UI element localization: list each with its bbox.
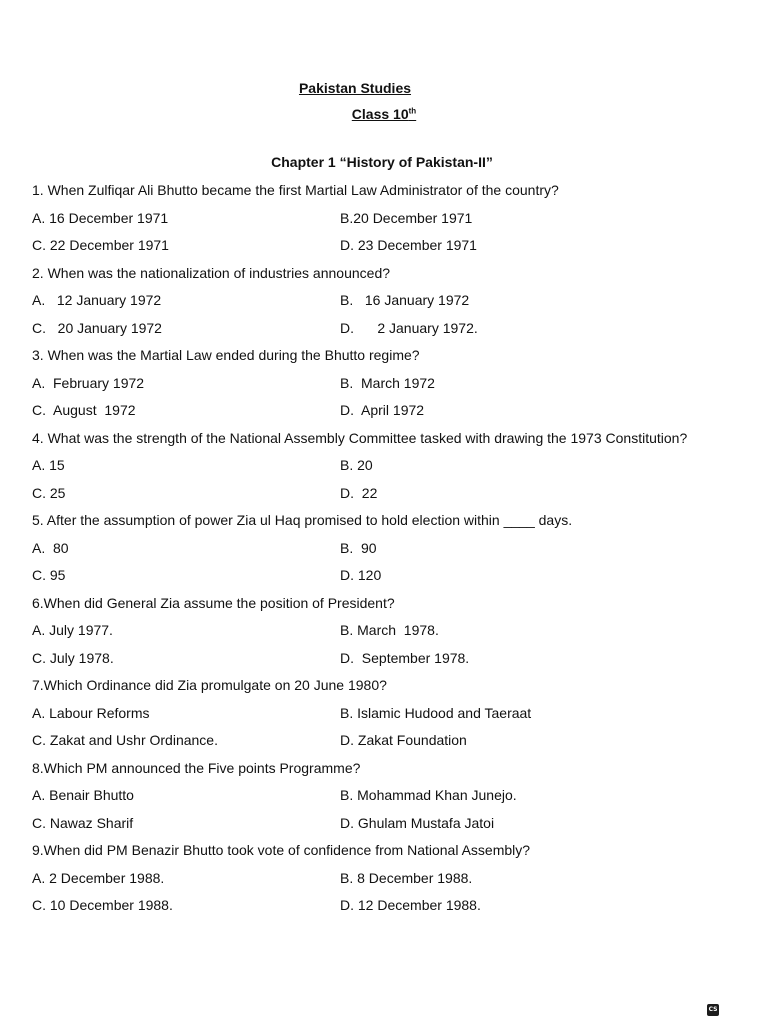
option-c: C. 20 January 1972 <box>32 319 162 336</box>
options-row <box>32 703 732 731</box>
question-text: 5. After the assumption of power Zia ul Haq promised to hold election within ____ days. <box>32 512 573 528</box>
question-text: 1. When Zulfiqar Ali Bhutto became the first Martial Law Administrator of the country? <box>32 182 559 198</box>
options-row <box>32 813 732 841</box>
option-d: D. April 1972 <box>340 402 425 418</box>
option-b: B. 8 December 1988. <box>340 869 473 886</box>
option-a: A. 2 December 1988. <box>32 869 165 886</box>
class-superscript: th <box>408 106 417 116</box>
options-row <box>32 455 732 483</box>
options-row <box>32 290 732 318</box>
option-a: A. July 1977. <box>32 622 113 638</box>
options-row <box>32 538 732 566</box>
options-row <box>32 483 732 511</box>
option-d: D. 120 <box>340 567 382 583</box>
option-b: B. 20 <box>340 457 373 473</box>
option-a: A. 80 <box>32 539 69 556</box>
class-label: Class 10 <box>351 106 409 122</box>
options-row <box>32 318 732 346</box>
option-c: C. Zakat and Ushr Ordinance. <box>32 732 218 748</box>
question-text: 2. When was the nationalization of industries announced? <box>32 264 391 281</box>
option-c: C. Nawaz Sharif <box>32 814 134 831</box>
option-d: D. Zakat Foundation <box>340 732 467 748</box>
question-text: 6.When did General Zia assume the position of President? <box>32 594 395 611</box>
option-b: B. Mohammad Khan Junejo. <box>340 787 517 803</box>
option-b: B. 16 January 1972 <box>340 292 470 308</box>
option-b: B. March 1972 <box>340 374 435 391</box>
option-a: A. Labour Reforms <box>32 704 150 721</box>
option-c: C. 25 <box>32 484 66 501</box>
option-a: A. 15 <box>32 457 65 473</box>
question-text: 4. What was the strength of the National Assembly Committee tasked with drawing the 1973 Constitution? <box>32 429 688 446</box>
option-c: C. 22 December 1971 <box>32 237 169 253</box>
options-row <box>32 235 732 263</box>
option-c: C. August 1972 <box>32 402 136 418</box>
options-row <box>32 565 732 593</box>
question-text: 3. When was the Martial Law ended during the Bhutto regime? <box>32 347 420 363</box>
class-title <box>0 106 768 122</box>
option-d: D. 22 <box>340 484 378 501</box>
options-row <box>32 730 732 758</box>
options-row <box>32 400 732 428</box>
options-row <box>32 868 732 896</box>
option-d: D. September 1978. <box>340 649 470 666</box>
chapter-heading: Chapter 1 “History of Pakistan-II” <box>271 154 493 170</box>
options-row <box>32 648 732 676</box>
options-row <box>32 373 732 401</box>
options-row <box>32 620 732 648</box>
question-text: 8.Which PM announced the Five points Programme? <box>32 759 361 776</box>
option-b: B. March 1978. <box>340 622 439 638</box>
option-c: C. 95 <box>32 567 66 583</box>
option-a: A. Benair Bhutto <box>32 787 134 803</box>
option-d: D. 2 January 1972. <box>340 319 478 336</box>
question-text: 9.When did PM Benazir Bhutto took vote of confidence from National Assembly? <box>32 842 531 858</box>
option-d: D. 23 December 1971 <box>340 237 477 253</box>
camscanner-icon: CS <box>707 1004 719 1016</box>
options-row <box>32 895 732 923</box>
option-b: B.20 December 1971 <box>340 209 473 226</box>
option-a: A. February 1972 <box>32 374 145 391</box>
subject-title: Pakistan Studies <box>298 80 412 96</box>
option-a: A. 12 January 1972 <box>32 292 162 308</box>
option-a: A. 16 December 1971 <box>32 209 169 226</box>
option-d: D. Ghulam Mustafa Jatoi <box>340 814 495 831</box>
option-b: B. 90 <box>340 539 377 556</box>
question-list <box>32 180 732 923</box>
option-c: C. July 1978. <box>32 649 114 666</box>
options-row <box>32 785 732 813</box>
option-d: D. 12 December 1988. <box>340 897 481 913</box>
option-c: C. 10 December 1988. <box>32 897 173 913</box>
option-b: B. Islamic Hudood and Taeraat <box>340 704 532 721</box>
options-row <box>32 208 732 236</box>
question-text: 7.Which Ordinance did Zia promulgate on 20 June 1980? <box>32 677 387 693</box>
